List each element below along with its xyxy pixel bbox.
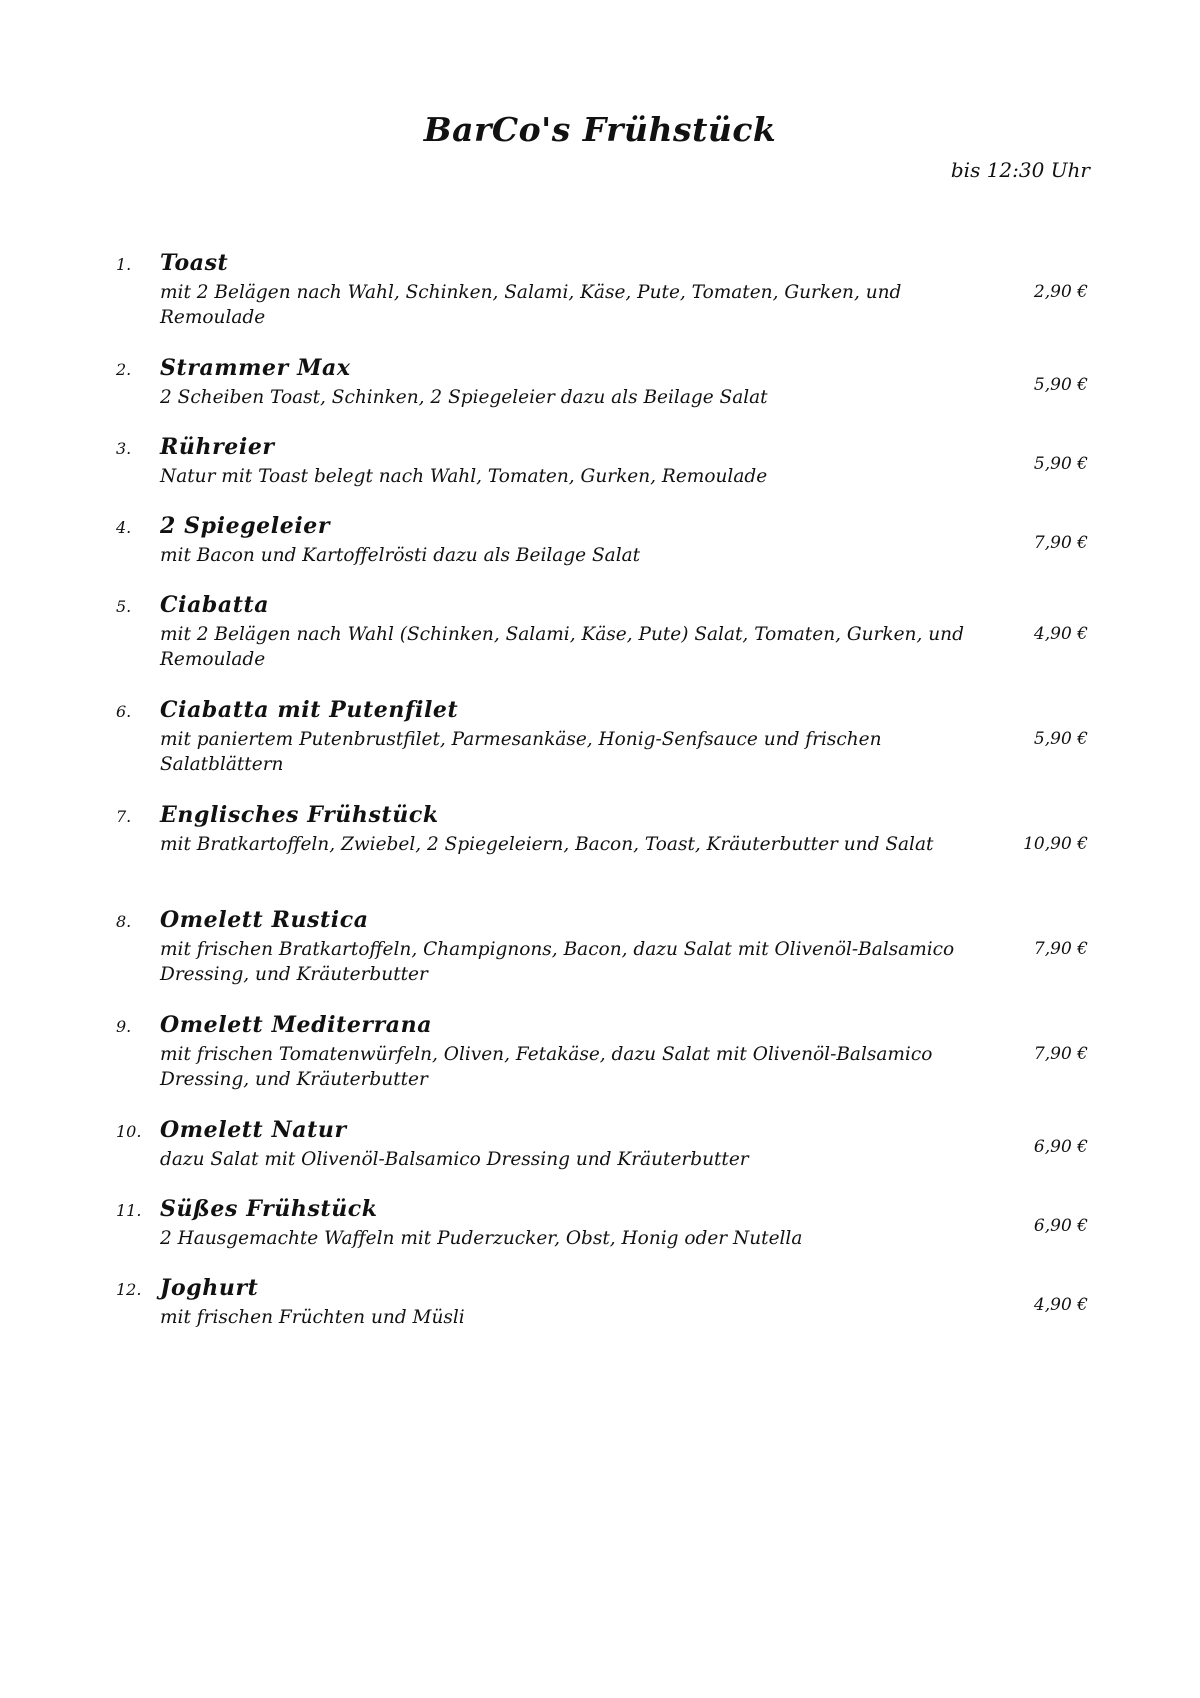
menu-item [0, 434, 1200, 513]
menu-item [0, 355, 1200, 434]
item-description: 2 Hausgemachte Waffeln mit Puderzucker, Obst, Honig oder Nutella [160, 1228, 803, 1249]
menu-item [0, 907, 1200, 1012]
item-description: mit 2 Belägen nach Wahl (Schinken, Salami, Käse, Pute) Salat, Tomaten, Gurken, und Remoulade [160, 624, 964, 670]
menu-item [0, 1196, 1200, 1275]
item-name: Omelett Mediterrana [160, 1012, 433, 1038]
item-description: Natur mit Toast belegt nach Wahl, Tomaten, Gurken, Remoulade [160, 466, 768, 487]
item-price: 7,90 € [1033, 939, 1088, 959]
item-price: 7,90 € [1033, 1044, 1088, 1064]
item-price: 10,90 € [1023, 834, 1088, 854]
item-number: 4. [116, 518, 132, 537]
item-description: 2 Scheiben Toast, Schinken, 2 Spiegeleier dazu als Beilage Salat [160, 387, 768, 408]
item-price: 2,90 € [1033, 282, 1088, 302]
item-name: Omelett Rustica [160, 907, 369, 933]
menu-item [0, 513, 1200, 592]
menu-item [0, 802, 1200, 907]
item-name: Toast [160, 250, 229, 276]
menu-item [0, 1117, 1200, 1196]
item-name: Joghurt [160, 1275, 259, 1301]
menu-item [0, 250, 1200, 355]
item-price: 6,90 € [1033, 1216, 1088, 1236]
item-description: mit paniertem Putenbrustfilet, Parmesankäse, Honig-Senfsauce und frischen Salatblättern [160, 729, 882, 775]
opening-hours: bis 12:30 Uhr [950, 158, 1090, 182]
item-number: 12. [116, 1280, 142, 1299]
item-name: Rühreier [160, 434, 275, 460]
item-description: mit 2 Belägen nach Wahl, Schinken, Salami, Käse, Pute, Tomaten, Gurken, und Remoulade [160, 282, 902, 328]
item-price: 4,90 € [1033, 1295, 1088, 1315]
item-name: Omelett Natur [160, 1117, 347, 1143]
item-name: Englisches Frühstück [160, 802, 439, 828]
item-number: 8. [116, 912, 132, 931]
menu-item [0, 1012, 1200, 1117]
menu-item [0, 1275, 1200, 1354]
menu-item [0, 697, 1200, 802]
item-number: 5. [116, 597, 132, 616]
page-title: BarCo's Frühstück [423, 110, 777, 149]
item-price: 5,90 € [1033, 375, 1088, 395]
menu-list [0, 250, 1200, 1354]
item-name: Ciabatta [160, 592, 270, 618]
item-number: 6. [116, 702, 132, 721]
item-price: 5,90 € [1033, 454, 1088, 474]
item-description: mit frischen Bratkartoffeln, Champignons, Bacon, dazu Salat mit Olivenöl-Balsamico Dressing, und Kräuterbutter [160, 939, 955, 985]
item-price: 5,90 € [1033, 729, 1088, 749]
item-description: mit Bratkartoffeln, Zwiebel, 2 Spiegeleiern, Bacon, Toast, Kräuterbutter und Salat [160, 834, 934, 855]
item-price: 6,90 € [1033, 1137, 1088, 1157]
item-name: 2 Spiegeleier [160, 513, 331, 539]
item-price: 4,90 € [1033, 624, 1088, 644]
item-name: Ciabatta mit Putenfilet [160, 697, 459, 723]
item-name: Süßes Frühstück [160, 1196, 378, 1222]
item-name: Strammer Max [160, 355, 351, 381]
item-number: 1. [116, 255, 132, 274]
item-description: mit Bacon und Kartoffelrösti dazu als Beilage Salat [160, 545, 641, 566]
item-number: 9. [116, 1017, 132, 1036]
item-description: mit frischen Früchten und Müsli [160, 1307, 465, 1328]
item-number: 10. [116, 1122, 142, 1141]
menu-item [0, 592, 1200, 697]
item-number: 3. [116, 439, 132, 458]
item-number: 11. [116, 1201, 142, 1220]
item-description: dazu Salat mit Olivenöl-Balsamico Dressing und Kräuterbutter [160, 1149, 749, 1170]
item-number: 7. [116, 807, 132, 826]
item-price: 7,90 € [1033, 533, 1088, 553]
item-description: mit frischen Tomatenwürfeln, Oliven, Fetakäse, dazu Salat mit Olivenöl-Balsamico Dressing, und Kräuterbutter [160, 1044, 933, 1090]
item-number: 2. [116, 360, 132, 379]
